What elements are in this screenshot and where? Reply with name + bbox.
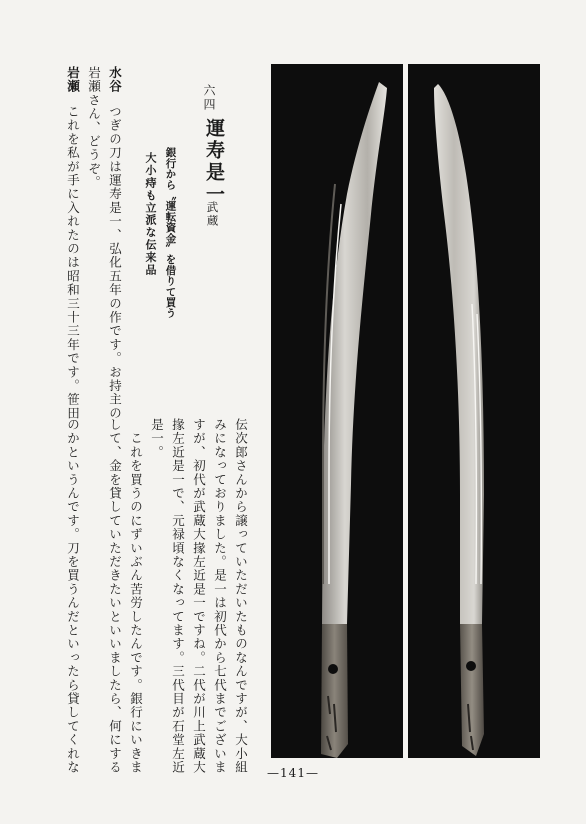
page-number: —141—	[267, 766, 319, 780]
subtitle-1: 銀行から〝運転資金〟を借りて買う	[164, 147, 177, 319]
speaker-iwase: 岩瀬	[65, 66, 81, 93]
lower-line-1: 伝次郎さんから譲っていただいたものなんですが、大小組	[233, 418, 249, 775]
lower-line-8: のかというんです。刀を買うんだといったら貸してくれな	[65, 418, 81, 775]
lower-line-3: すが、初代が武蔵大掾左近是一ですね。二代が川上武蔵大	[191, 418, 207, 775]
sword-back-image	[408, 64, 540, 758]
sword-photo-front	[271, 64, 403, 758]
dialogue-mizutani-1: つぎの刀は運寿是一、弘化五年の作です。お持主の	[107, 105, 123, 421]
lower-line-7: して、金を貸していただきたいといいましたら、何にする	[107, 418, 123, 775]
lower-line-4: 掾左近是一で、元禄頃なくなってます。三代目が石堂左近	[170, 418, 186, 775]
lower-line-6: これを買うのにずいぶん苦労したんです。銀行にいきま	[128, 418, 144, 775]
dialogue-mizutani-2: 岩瀬さん、どうぞ。	[86, 66, 102, 190]
speaker-mizutani: 水谷	[107, 66, 123, 93]
item-number: 六四	[202, 84, 216, 112]
page-title: 運寿是一	[203, 118, 225, 206]
dialogue-iwase-1: これを私が手に入れたのは昭和三十三年です。笹田	[65, 105, 81, 421]
lower-line-5: 是一。	[149, 418, 165, 460]
sword-front-image	[271, 64, 403, 758]
subtitle-2: 大小痔も立派な伝来品	[144, 152, 157, 276]
sword-photo-back	[408, 64, 540, 758]
lower-line-2: みになっておりました。是一は初代から七代までございま	[212, 418, 228, 775]
province-label: 武蔵	[205, 201, 220, 228]
